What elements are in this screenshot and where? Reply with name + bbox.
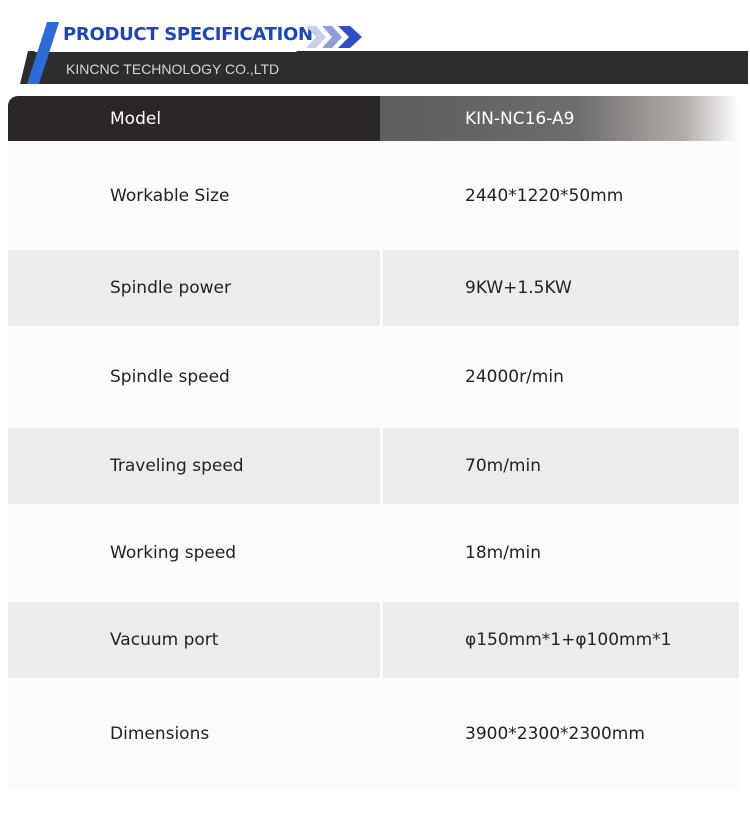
company-name: KINCNC TECHNOLOGY CO.,LTD <box>66 61 280 77</box>
table-row <box>8 250 739 326</box>
spec-value: 9KW+1.5KW <box>383 250 739 326</box>
spec-label: Working speed <box>8 504 380 602</box>
table-row <box>8 141 739 250</box>
table-header-row <box>8 96 739 141</box>
table-row <box>8 504 739 602</box>
spec-label: Traveling speed <box>8 428 380 504</box>
spec-value: φ150mm*1+φ100mm*1 <box>383 602 739 678</box>
spec-label: Vacuum port <box>8 602 380 678</box>
spec-label: Workable Size <box>8 141 380 250</box>
spec-header <box>0 0 750 96</box>
spec-label: Dimensions <box>8 678 380 790</box>
spec-label: Spindle power <box>8 250 380 326</box>
spec-value: 70m/min <box>383 428 739 504</box>
table-row <box>8 326 739 428</box>
spec-value: 24000r/min <box>380 326 739 428</box>
table-row <box>8 602 739 678</box>
spec-value: 18m/min <box>380 504 739 602</box>
model-value: KIN-NC16-A9 <box>380 96 739 141</box>
table-row <box>8 428 739 504</box>
chevrons-icon <box>304 24 368 50</box>
spec-table <box>8 96 739 790</box>
model-label: Model <box>8 96 380 141</box>
table-row <box>8 678 739 790</box>
spec-label: Spindle speed <box>8 326 380 428</box>
spec-value: 2440*1220*50mm <box>380 141 739 250</box>
spec-value: 3900*2300*2300mm <box>380 678 739 790</box>
section-title: PRODUCT SPECIFICATION <box>63 24 313 45</box>
